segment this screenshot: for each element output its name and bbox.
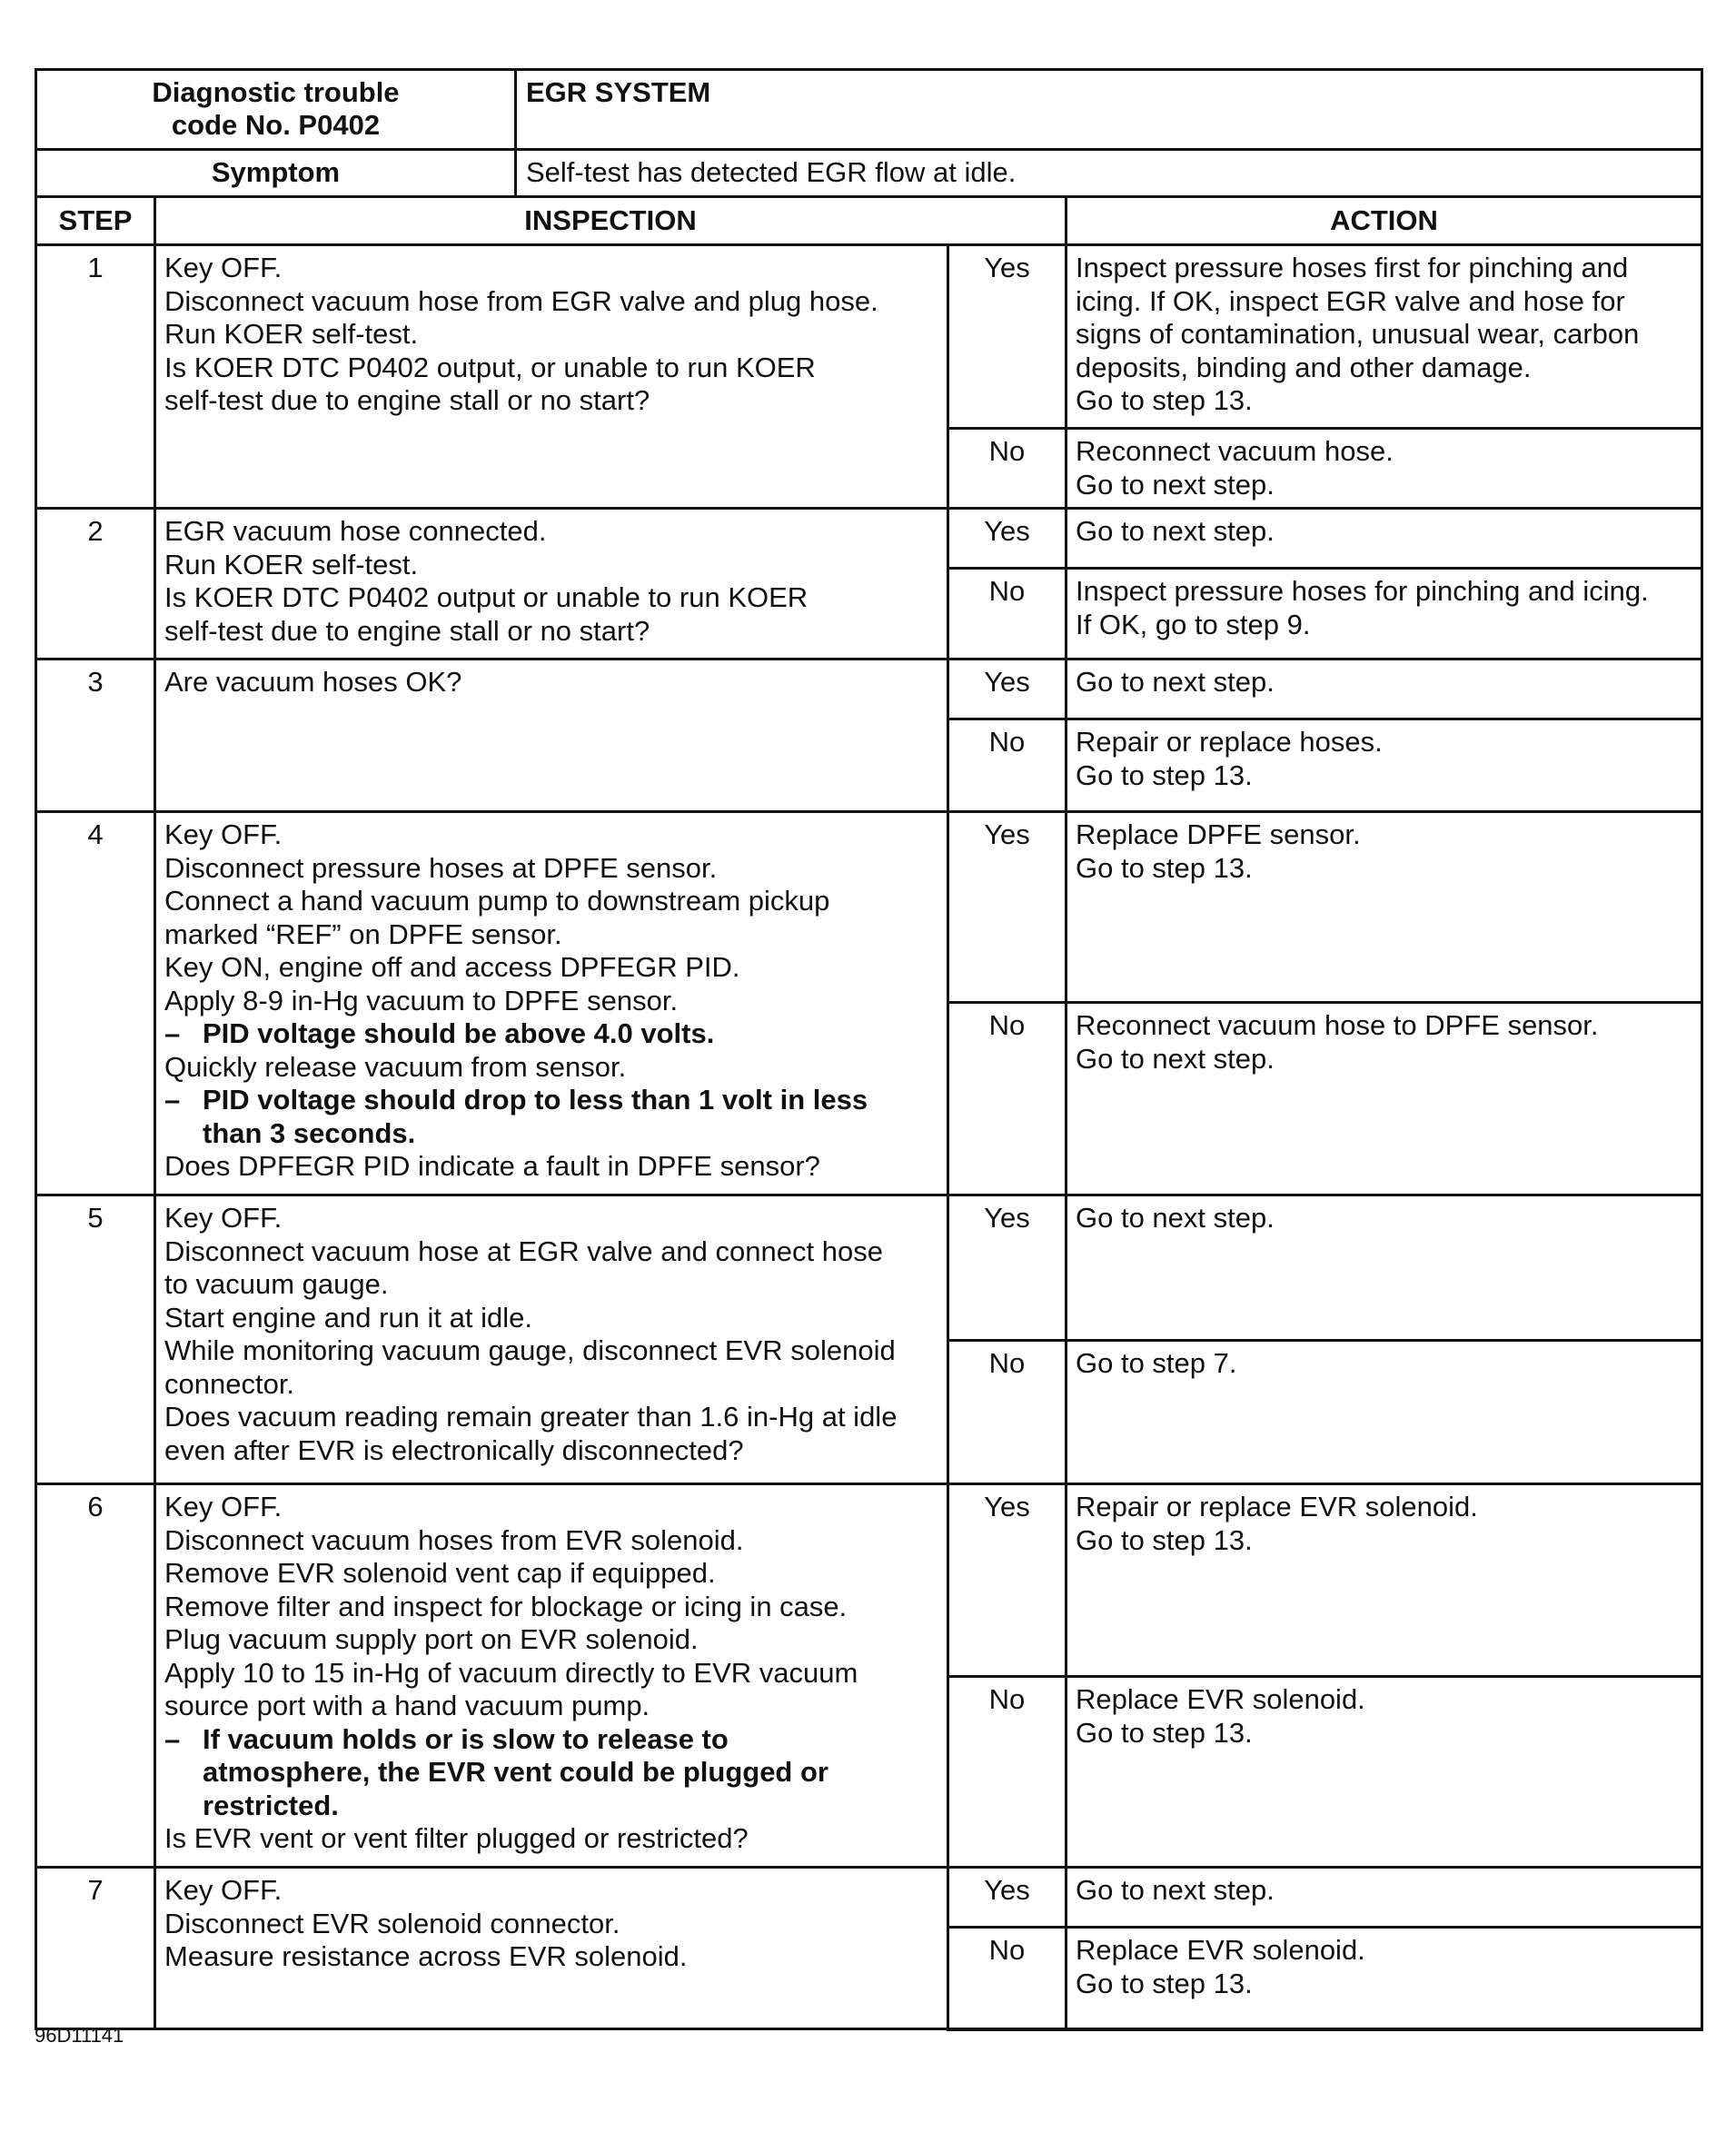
yes-label: Yes <box>948 1868 1066 1928</box>
no-label: No <box>948 1677 1066 1868</box>
step-row <box>36 245 1702 429</box>
yes-action: Go to next step. <box>1066 659 1702 719</box>
step-number: 5 <box>36 1195 155 1484</box>
symptom-label: Symptom <box>36 150 516 197</box>
yes-label: Yes <box>948 1484 1066 1677</box>
dtc-title: EGR SYSTEM <box>516 70 1702 150</box>
no-action: Repair or replace hoses. Go to step 13. <box>1066 719 1702 812</box>
step-row <box>36 812 1702 1003</box>
dash-marker: – <box>164 1084 181 1116</box>
no-label: No <box>948 719 1066 812</box>
step-column-header: STEP <box>36 197 155 245</box>
dtc-label: Diagnostic trouble code No. P0402 <box>36 70 516 150</box>
no-label: No <box>948 1003 1066 1195</box>
yes-action: Go to next step. <box>1066 1868 1702 1928</box>
dash-marker: – <box>164 1722 181 1755</box>
note-line: – If vacuum holds or is slow to release to <box>164 1722 729 1755</box>
no-label: No <box>948 1341 1066 1484</box>
no-action: Inspect pressure hoses for pinching and icing. If OK, go to step 9. <box>1066 569 1702 659</box>
step-inspection: Key OFF. Disconnect vacuum hoses from EVR solenoid. Remove EVR solenoid vent cap if equipped. Remove filter and inspect for blockage or icing in case. Plug vacuum supply port on EVR solenoid. Apply 10 to 15 in-Hg of vacuum directly to EVR vacuum source port with a hand vacuum pump. – If vacuum holds or is slow to release to atmosphere, the EVR vent could be plugged or restricted. Is EVR vent or vent filter plugged or restricted? <box>155 1484 948 1868</box>
column-header-row <box>36 197 1702 245</box>
inspection-column-header: INSPECTION <box>155 197 1066 245</box>
step-inspection: Key OFF. Disconnect vacuum hose at EGR valve and connect hose to vacuum gauge. Start engine and run it at idle. While monitoring vacuum gauge, disconnect EVR solenoid connector. Does vacuum reading remain greater than 1.6 in-Hg at idle even after EVR is electronically disconnected? <box>155 1195 948 1484</box>
no-label: No <box>948 1928 1066 2029</box>
step-number: 4 <box>36 812 155 1195</box>
dash-marker: – <box>164 1017 181 1049</box>
diagnostic-steps-table <box>35 195 1703 2031</box>
step-number: 7 <box>36 1868 155 2029</box>
yes-action: Inspect pressure hoses first for pinching and icing. If OK, inspect EGR valve and hose for signs of contamination, unusual wear, carbon deposits, binding and other damage. Go to step 13. <box>1066 245 1702 429</box>
step-row <box>36 1868 1702 1928</box>
no-action: Reconnect vacuum hose. Go to next step. <box>1066 429 1702 509</box>
step-number: 3 <box>36 659 155 812</box>
note-line: – PID voltage should be above 4.0 volts. <box>164 1017 715 1049</box>
step-inspection: Are vacuum hoses OK? <box>155 659 948 812</box>
dtc-header-table <box>35 68 1703 198</box>
step-row <box>36 1484 1702 1677</box>
yes-label: Yes <box>948 659 1066 719</box>
symptom-text: Self-test has detected EGR flow at idle. <box>516 150 1702 197</box>
action-column-header: ACTION <box>1066 197 1702 245</box>
yes-action: Repair or replace EVR solenoid. Go to step 13. <box>1066 1484 1702 1677</box>
no-action: Reconnect vacuum hose to DPFE sensor. Go to next step. <box>1066 1003 1702 1195</box>
yes-label: Yes <box>948 245 1066 429</box>
no-action: Replace EVR solenoid. Go to step 13. <box>1066 1677 1702 1868</box>
no-action: Replace EVR solenoid. Go to step 13. <box>1066 1928 1702 2029</box>
step-inspection: EGR vacuum hose connected. Run KOER self-test. Is KOER DTC P0402 output or unable to run KOER self-test due to engine stall or no start? <box>155 509 948 659</box>
no-action: Go to step 7. <box>1066 1341 1702 1484</box>
yes-action: Replace DPFE sensor. Go to step 13. <box>1066 812 1702 1003</box>
step-number: 6 <box>36 1484 155 1868</box>
step-number: 2 <box>36 509 155 659</box>
yes-label: Yes <box>948 1195 1066 1341</box>
step-number: 1 <box>36 245 155 509</box>
yes-label: Yes <box>948 812 1066 1003</box>
step-inspection: Key OFF. Disconnect EVR solenoid connector. Measure resistance across EVR solenoid. <box>155 1868 948 2029</box>
step-row <box>36 1195 1702 1341</box>
step-row <box>36 659 1702 719</box>
note-line: – PID voltage should drop to less than 1 volt in less <box>164 1084 868 1116</box>
yes-action: Go to next step. <box>1066 1195 1702 1341</box>
step-inspection: Key OFF. Disconnect pressure hoses at DPFE sensor. Connect a hand vacuum pump to downstream pickup marked “REF” on DPFE sensor. Key ON, engine off and access DPFEGR PID. Apply 8-9 in-Hg vacuum to DPFE sensor. – PID voltage should be above 4.0 volts. Quickly release vacuum from sensor. – PID voltage should drop to less than 1 volt in less than 3 seconds. Does DPFEGR PID indicate a fault in DPFE sensor? <box>155 812 948 1195</box>
step-row <box>36 509 1702 569</box>
no-label: No <box>948 429 1066 509</box>
diagnostic-sheet <box>35 68 1701 2031</box>
step-inspection: Key OFF. Disconnect vacuum hose from EGR valve and plug hose. Run KOER self-test. Is KOER DTC P0402 output, or unable to run KOER self-test due to engine stall or no start? <box>155 245 948 509</box>
yes-label: Yes <box>948 509 1066 569</box>
figure-code: 96D11141 <box>35 2024 124 2047</box>
no-label: No <box>948 569 1066 659</box>
yes-action: Go to next step. <box>1066 509 1702 569</box>
